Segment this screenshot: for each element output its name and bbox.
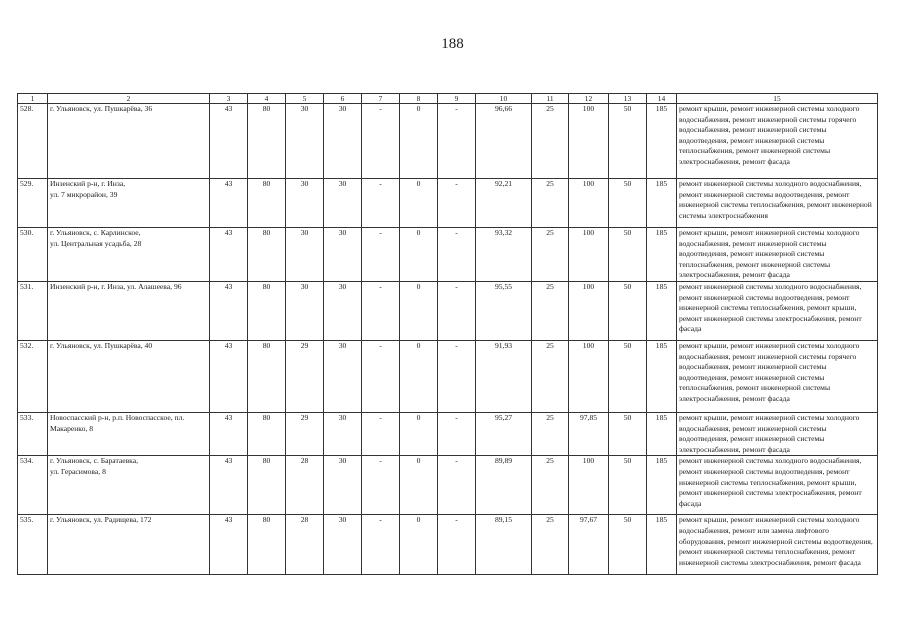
row-number: 530. <box>18 228 48 282</box>
address-cell: Инзенский р-н, г. Инза, ул. Алашеева, 96 <box>48 281 210 340</box>
value-cell: 185 <box>647 412 677 455</box>
value-cell: 80 <box>248 179 286 228</box>
column-header: 3 <box>210 94 248 104</box>
value-cell: 0 <box>400 228 438 282</box>
row-number: 532. <box>18 340 48 412</box>
works-cell: ремонт инженерной системы холодного водоснабжения, ремонт инженерной системы водоотведения, ремонт инженерной системы теплоснабжения, ремонт крыши, ремонт инженерной системы электроснабжения, ремонт фасада <box>677 281 878 340</box>
value-cell: 185 <box>647 281 677 340</box>
value-cell: 96,66 <box>476 104 532 179</box>
value-cell: 92,21 <box>476 179 532 228</box>
value-cell: 93,32 <box>476 228 532 282</box>
value-cell: - <box>362 515 400 575</box>
column-header: 13 <box>609 94 647 104</box>
value-cell: 25 <box>532 515 569 575</box>
table-row <box>18 104 878 179</box>
houses-table <box>17 93 878 575</box>
value-cell: - <box>362 228 400 282</box>
address-cell: г. Ульяновск, ул. Радищева, 172 <box>48 515 210 575</box>
value-cell: 91,93 <box>476 340 532 412</box>
table-row <box>18 228 878 282</box>
value-cell: 30 <box>286 179 324 228</box>
value-cell: 80 <box>248 515 286 575</box>
row-number: 529. <box>18 179 48 228</box>
works-cell: ремонт инженерной системы холодного водоснабжения, ремонт инженерной системы водоотведения, ремонт инженерной системы теплоснабжения, ремонт крыши, ремонт инженерной системы электроснабжения, ремонт фасада <box>677 456 878 515</box>
value-cell: - <box>438 179 476 228</box>
value-cell: 100 <box>569 228 609 282</box>
value-cell: 29 <box>286 412 324 455</box>
column-header: 7 <box>362 94 400 104</box>
value-cell: 30 <box>324 281 362 340</box>
value-cell: 25 <box>532 456 569 515</box>
value-cell: 28 <box>286 456 324 515</box>
value-cell: 30 <box>324 228 362 282</box>
value-cell: 28 <box>286 515 324 575</box>
value-cell: 80 <box>248 281 286 340</box>
value-cell: 80 <box>248 412 286 455</box>
value-cell: - <box>438 104 476 179</box>
column-header: 4 <box>248 94 286 104</box>
value-cell: - <box>362 340 400 412</box>
value-cell: 43 <box>210 456 248 515</box>
value-cell: 100 <box>569 281 609 340</box>
value-cell: 30 <box>324 456 362 515</box>
address-cell: г. Ульяновск, ул. Пушкарёва, 40 <box>48 340 210 412</box>
works-cell: ремонт крыши, ремонт инженерной системы холодного водоснабжения, ремонт или замена лифтового оборудования, ремонт инженерной системы водоотведения, ремонт инженерной системы теплоснабжения, ремонт инженерной системы электроснабжения, ремонт фасада <box>677 515 878 575</box>
value-cell: 89,15 <box>476 515 532 575</box>
value-cell: 30 <box>286 228 324 282</box>
value-cell: 43 <box>210 179 248 228</box>
value-cell: 30 <box>324 179 362 228</box>
value-cell: 89,89 <box>476 456 532 515</box>
value-cell: 80 <box>248 228 286 282</box>
value-cell: 185 <box>647 456 677 515</box>
value-cell: - <box>438 412 476 455</box>
value-cell: 185 <box>647 515 677 575</box>
address-cell: г. Ульяновск, с. Баратаевка, ул. Герасимова, 8 <box>48 456 210 515</box>
row-number: 535. <box>18 515 48 575</box>
value-cell: 100 <box>569 456 609 515</box>
value-cell: 43 <box>210 228 248 282</box>
value-cell: 185 <box>647 340 677 412</box>
value-cell: 25 <box>532 104 569 179</box>
works-cell: ремонт крыши, ремонт инженерной системы холодного водоснабжения, ремонт инженерной системы горячего водоснабжения, ремонт инженерной системы водоотведения, ремонт инженерной системы теплоснабжения, ремонт инженерной системы электроснабжения, ремонт фасада <box>677 340 878 412</box>
column-header: 1 <box>18 94 48 104</box>
value-cell: 43 <box>210 515 248 575</box>
address-cell: г. Ульяновск, ул. Пушкарёва, 36 <box>48 104 210 179</box>
value-cell: 30 <box>324 104 362 179</box>
value-cell: - <box>362 281 400 340</box>
value-cell: - <box>362 412 400 455</box>
value-cell: 100 <box>569 340 609 412</box>
table-row <box>18 340 878 412</box>
value-cell: 50 <box>609 179 647 228</box>
value-cell: - <box>438 515 476 575</box>
value-cell: 50 <box>609 104 647 179</box>
column-header: 12 <box>569 94 609 104</box>
address-cell: Инзенский р-н, г. Инза, ул. 7 микрорайон, 39 <box>48 179 210 228</box>
value-cell: 185 <box>647 179 677 228</box>
value-cell: 97,67 <box>569 515 609 575</box>
value-cell: 95,55 <box>476 281 532 340</box>
row-number: 534. <box>18 456 48 515</box>
value-cell: - <box>438 340 476 412</box>
value-cell: 30 <box>324 412 362 455</box>
value-cell: 25 <box>532 412 569 455</box>
value-cell: 0 <box>400 179 438 228</box>
table-row <box>18 456 878 515</box>
table-row <box>18 179 878 228</box>
value-cell: 0 <box>400 104 438 179</box>
address-cell: г. Ульяновск, с. Карлинское, ул. Центральная усадьба, 28 <box>48 228 210 282</box>
value-cell: 30 <box>324 340 362 412</box>
value-cell: 80 <box>248 104 286 179</box>
value-cell: - <box>438 456 476 515</box>
value-cell: 30 <box>324 515 362 575</box>
value-cell: 50 <box>609 281 647 340</box>
value-cell: 50 <box>609 456 647 515</box>
row-number: 533. <box>18 412 48 455</box>
column-header: 8 <box>400 94 438 104</box>
value-cell: 50 <box>609 340 647 412</box>
value-cell: 80 <box>248 456 286 515</box>
table-row <box>18 281 878 340</box>
column-header: 11 <box>532 94 569 104</box>
column-header: 14 <box>647 94 677 104</box>
value-cell: 30 <box>286 281 324 340</box>
value-cell: 50 <box>609 412 647 455</box>
works-cell: ремонт крыши, ремонт инженерной системы холодного водоснабжения, ремонт инженерной системы водоотведения, ремонт инженерной системы электроснабжения, ремонт фасада <box>677 412 878 455</box>
value-cell: 30 <box>286 104 324 179</box>
column-header: 6 <box>324 94 362 104</box>
value-cell: 50 <box>609 515 647 575</box>
address-cell: Новоспасский р-н, р.п. Новоспасское, пл. Макаренко, 8 <box>48 412 210 455</box>
column-header: 9 <box>438 94 476 104</box>
value-cell: 100 <box>569 179 609 228</box>
value-cell: 97,85 <box>569 412 609 455</box>
value-cell: 95,27 <box>476 412 532 455</box>
row-number: 531. <box>18 281 48 340</box>
column-number-row <box>18 94 878 104</box>
value-cell: 25 <box>532 228 569 282</box>
value-cell: 0 <box>400 281 438 340</box>
value-cell: 50 <box>609 228 647 282</box>
value-cell: - <box>438 281 476 340</box>
column-header: 5 <box>286 94 324 104</box>
value-cell: 43 <box>210 412 248 455</box>
value-cell: 29 <box>286 340 324 412</box>
value-cell: 25 <box>532 340 569 412</box>
value-cell: - <box>438 228 476 282</box>
value-cell: 80 <box>248 340 286 412</box>
works-cell: ремонт инженерной системы холодного водоснабжения, ремонт инженерной системы водоотведения, ремонт инженерной системы теплоснабжения, ремонт инженерной системы электроснабжения <box>677 179 878 228</box>
value-cell: - <box>362 179 400 228</box>
value-cell: 185 <box>647 104 677 179</box>
value-cell: - <box>362 456 400 515</box>
value-cell: 43 <box>210 104 248 179</box>
value-cell: 43 <box>210 340 248 412</box>
value-cell: 0 <box>400 515 438 575</box>
column-header: 2 <box>48 94 210 104</box>
column-header: 15 <box>677 94 878 104</box>
table-row <box>18 515 878 575</box>
value-cell: 0 <box>400 340 438 412</box>
value-cell: 185 <box>647 228 677 282</box>
value-cell: 25 <box>532 179 569 228</box>
table-row <box>18 412 878 455</box>
works-cell: ремонт крыши, ремонт инженерной системы холодного водоснабжения, ремонт инженерной системы водоотведения, ремонт инженерной системы теплоснабжения, ремонт инженерной системы электроснабжения, ремонт фасада <box>677 228 878 282</box>
column-header: 10 <box>476 94 532 104</box>
value-cell: 100 <box>569 104 609 179</box>
value-cell: 25 <box>532 281 569 340</box>
value-cell: 0 <box>400 456 438 515</box>
page-number: 188 <box>441 36 464 52</box>
value-cell: - <box>362 104 400 179</box>
row-number: 528. <box>18 104 48 179</box>
value-cell: 43 <box>210 281 248 340</box>
value-cell: 0 <box>400 412 438 455</box>
works-cell: ремонт крыши, ремонт инженерной системы холодного водоснабжения, ремонт инженерной системы горячего водоснабжения, ремонт инженерной системы водоотведения, ремонт инженерной системы теплоснабжения, ремонт инженерной системы электроснабжения, ремонт фасада <box>677 104 878 179</box>
